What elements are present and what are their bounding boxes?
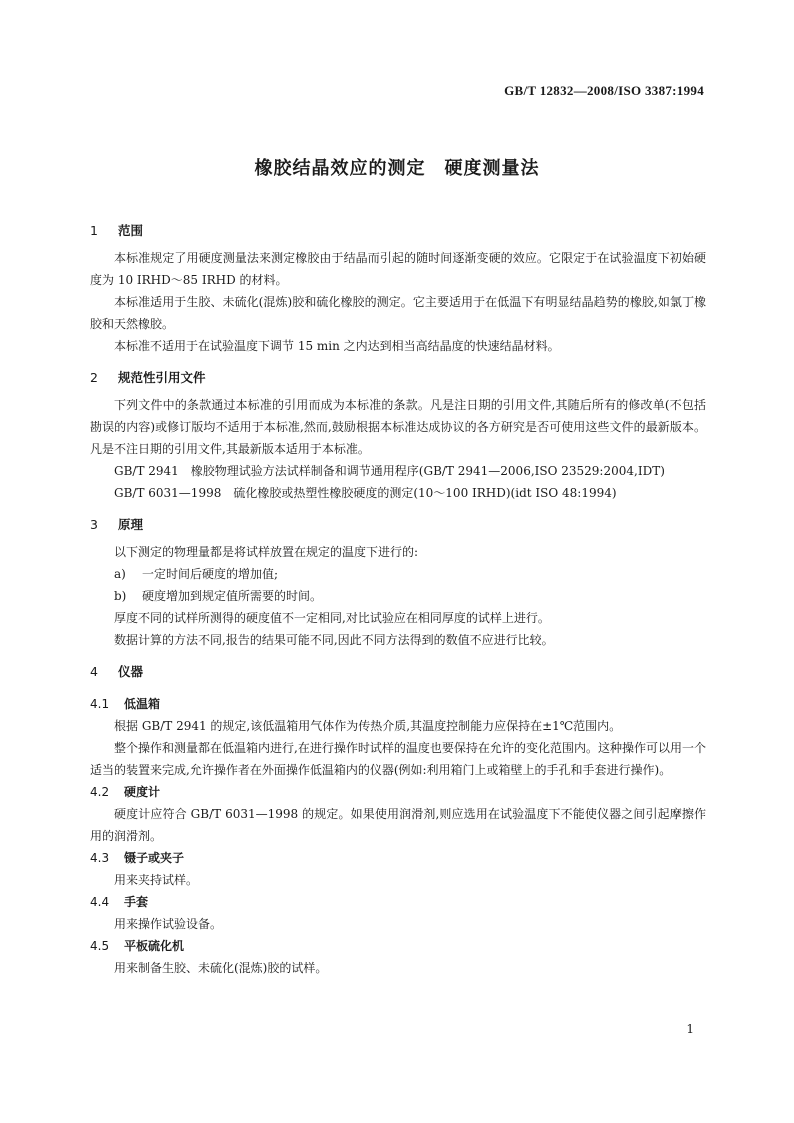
paragraph: 数据计算的方法不同,报告的结果可能不同,因此不同方法得到的数值不应进行比较。 xyxy=(114,633,554,647)
paragraph: 本标准适用于生胶、未硫化(混炼)胶和硫化橡胶的测定。它主要适用于在低温下有明显结晶趋势的橡胶,如氯丁橡胶和天然橡胶。 xyxy=(90,295,706,331)
subsection-number: 4.4 xyxy=(90,895,110,909)
subsection-heading xyxy=(90,847,706,869)
section-heading xyxy=(90,661,706,683)
paragraph: 下列文件中的条款通过本标准的引用而成为本标准的条款。凡是注日期的引用文件,其随后所有的修改单(不包括勘误的内容)或修订版均不适用于本标准,然而,鼓励根据本标准达成协议的各方研究是否可使用这些文件的最新版本。凡是不注日期的引用文件,其最新版本适用于本标准。 xyxy=(90,398,706,456)
list-marker: b) xyxy=(114,589,127,603)
list-marker: a) xyxy=(114,567,126,581)
subsection-heading xyxy=(90,693,706,715)
section-number: 2 xyxy=(90,370,98,385)
paragraph: 用来操作试验设备。 xyxy=(114,917,223,931)
paragraph: 用来制备生胶、未硫化(混炼)胶的试样。 xyxy=(114,961,328,975)
subsection-title: 硬度计 xyxy=(124,785,161,799)
list-item xyxy=(90,563,706,585)
subsection-title: 低温箱 xyxy=(124,697,161,711)
section-number: 4 xyxy=(90,664,98,679)
section-title: 范围 xyxy=(118,223,144,238)
page-number: 1 xyxy=(686,1022,694,1036)
standard-code: GB/T 12832—2008/ISO 3387:1994 xyxy=(504,83,704,98)
section-heading xyxy=(90,220,706,242)
document-body xyxy=(90,220,706,979)
reference-entry: GB/T 2941 橡胶物理试验方法试样制备和调节通用程序(GB/T 2941—2006,ISO 23529:2004,IDT) xyxy=(114,464,665,478)
list-item xyxy=(90,585,706,607)
list-item-text: 一定时间后硬度的增加值; xyxy=(142,567,279,581)
section-title: 仪器 xyxy=(118,664,144,679)
paragraph: 用来夹持试样。 xyxy=(114,873,199,887)
subsection-title: 镊子或夹子 xyxy=(124,851,185,865)
document-title: 橡胶结晶效应的测定 硬度测量法 xyxy=(254,158,540,179)
section-heading xyxy=(90,367,706,389)
subsection-number: 4.5 xyxy=(90,939,110,953)
paragraph: 本标准规定了用硬度测量法来测定橡胶由于结晶而引起的随时间逐渐变硬的效应。它限定于在试验温度下初始硬度为 10 IRHD～85 IRHD 的材料。 xyxy=(90,251,706,287)
paragraph: 硬度计应符合 GB/T 6031—1998 的规定。如果使用润滑剂,则应选用在试验温度下不能使仪器之间引起摩擦作用的润滑剂。 xyxy=(90,807,706,843)
subsection-heading xyxy=(90,935,706,957)
section-heading xyxy=(90,514,706,536)
paragraph: 厚度不同的试样所测得的硬度值不一定相同,对比试验应在相同厚度的试样上进行。 xyxy=(114,611,550,625)
subsection-heading xyxy=(90,781,706,803)
section-normative-references xyxy=(90,367,706,504)
subsection-number: 4.3 xyxy=(90,851,110,865)
paragraph: 整个操作和测量都在低温箱内进行,在进行操作时试样的温度也要保持在允许的变化范围内。这种操作可以用一个适当的装置来完成,允许操作者在外面操作低温箱内的仪器(例如:利用箱门上或箱壁上的手孔和手套进行操作)。 xyxy=(90,741,706,777)
paragraph: 根据 GB/T 2941 的规定,该低温箱用气体作为传热介质,其温度控制能力应保持在±1℃范围内。 xyxy=(114,719,622,733)
section-principle xyxy=(90,514,706,651)
subsection-number: 4.2 xyxy=(90,785,110,799)
section-scope xyxy=(90,220,706,357)
subsection-title: 手套 xyxy=(124,895,149,909)
subsection-heading xyxy=(90,891,706,913)
section-apparatus xyxy=(90,661,706,979)
section-number: 1 xyxy=(90,223,98,238)
paragraph: 本标准不适用于在试验温度下调节 15 min 之内达到相当高结晶度的快速结晶材料。 xyxy=(114,339,560,353)
section-title: 规范性引用文件 xyxy=(118,370,206,385)
subsection-number: 4.1 xyxy=(90,697,110,711)
section-number: 3 xyxy=(90,517,98,532)
list-item-text: 硬度增加到规定值所需要的时间。 xyxy=(142,589,323,603)
reference-entry: GB/T 6031—1998 硫化橡胶或热塑性橡胶硬度的测定(10～100 IRHD)(idt ISO 48:1994) xyxy=(114,486,617,500)
section-title: 原理 xyxy=(118,517,144,532)
paragraph: 以下测定的物理量都是将试样放置在规定的温度下进行的: xyxy=(114,545,419,559)
subsection-title: 平板硫化机 xyxy=(124,939,185,953)
